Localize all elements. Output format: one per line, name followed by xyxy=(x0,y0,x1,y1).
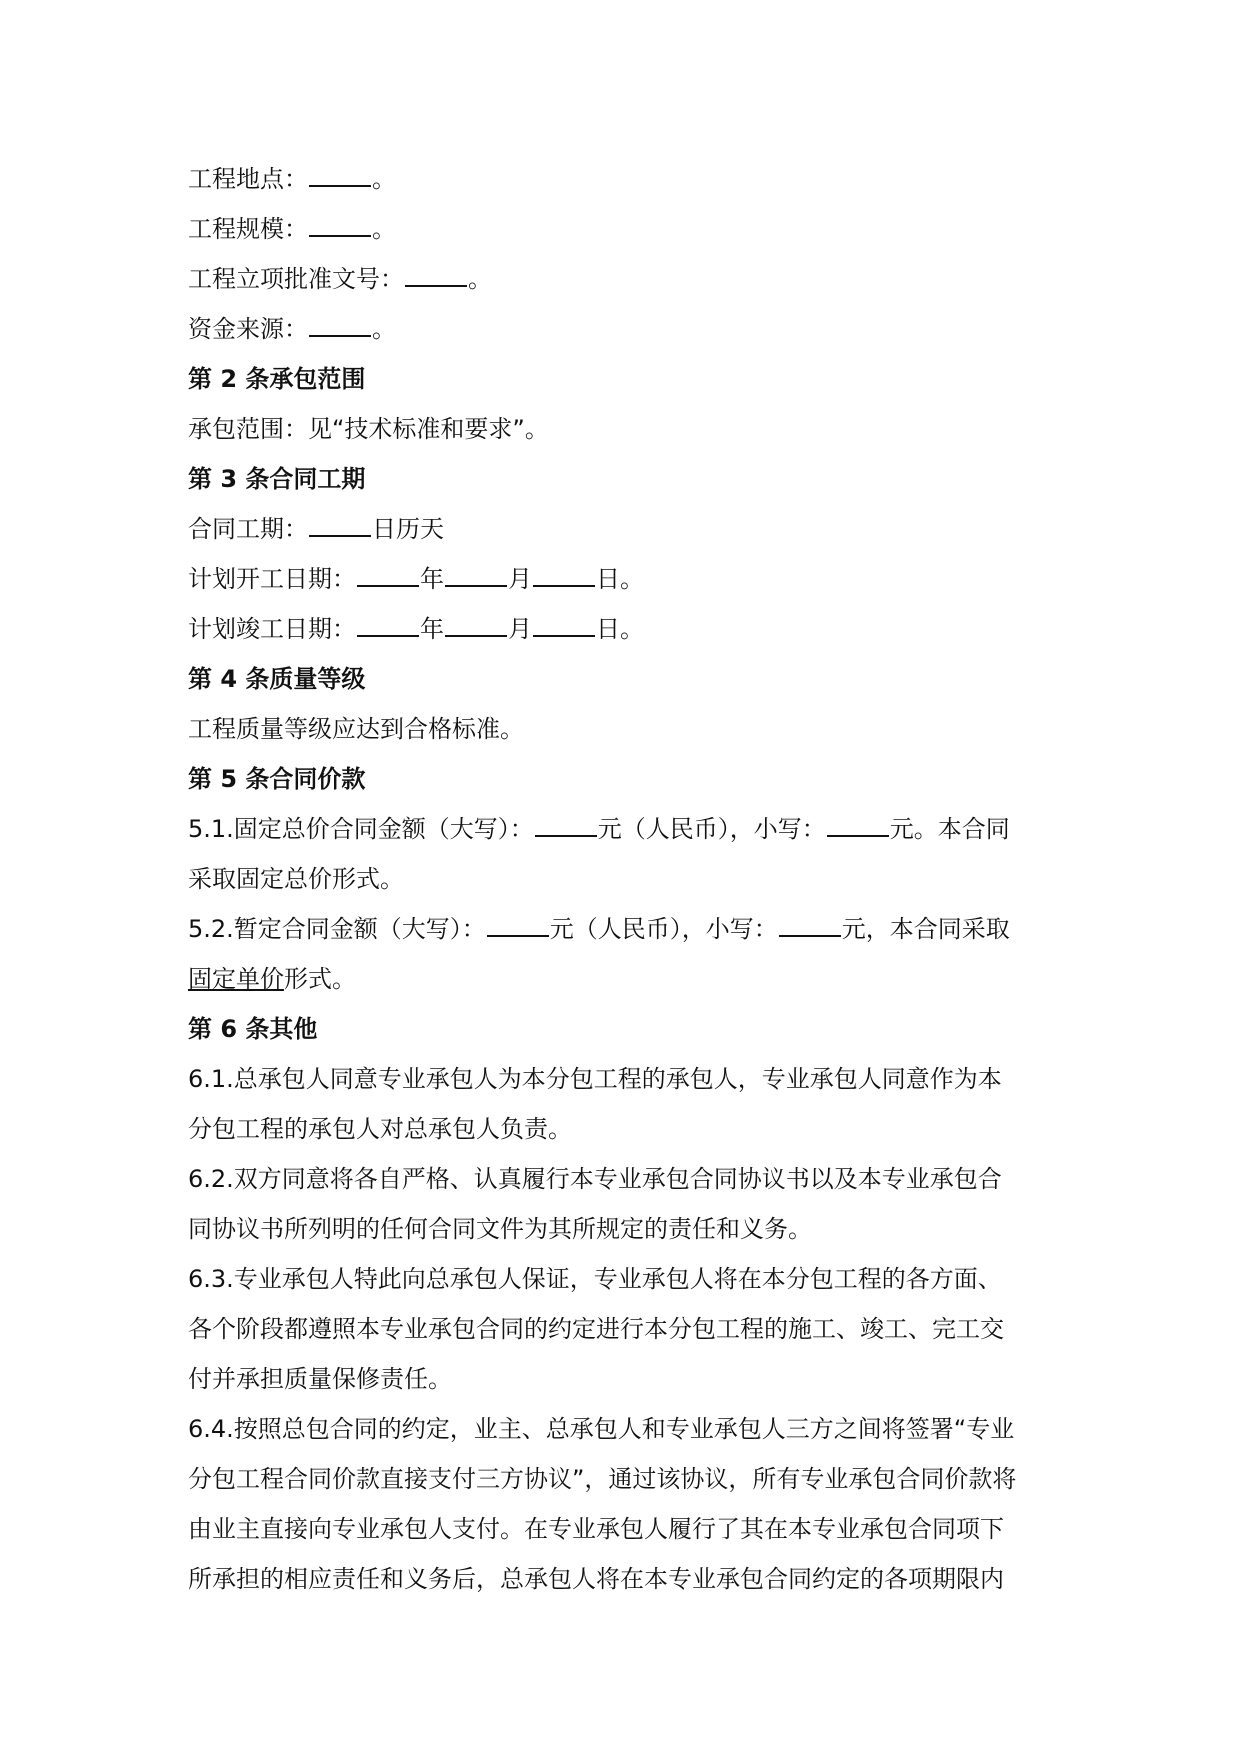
clause-5-2-line-2 xyxy=(188,954,1058,1004)
article-6-line: 6.4.按照总包合同的约定，业主、总承包人和专业承包人三方之间将签署“专业 xyxy=(188,1415,1015,1443)
period-mark: 。 xyxy=(372,315,396,343)
clause-5-2-part-b: 元（人民币），小写： xyxy=(549,915,778,943)
clause-5-1-part-c: 元。本合同 xyxy=(889,815,1010,843)
article-6-heading: 第 6 条其他 xyxy=(188,1015,318,1043)
article-6-line: 6.3.专业承包人特此向总承包人保证，专业承包人将在本分包工程的各方面、 xyxy=(188,1265,1002,1293)
start-label: 计划开工日期： xyxy=(188,565,356,593)
article-6-line: 各个阶段都遵照本专业承包合同的约定进行本分包工程的施工、竣工、完工交 xyxy=(188,1315,1004,1343)
amount-figure-blank xyxy=(779,934,841,937)
clause-5-2-part-c: 元，本合同采取 xyxy=(841,915,1010,943)
duration-unit: 日历天 xyxy=(372,515,444,543)
planned-finish-line xyxy=(188,604,1058,654)
year-text: 年 xyxy=(420,615,444,643)
day-text: 日。 xyxy=(596,615,644,643)
article-2-heading: 第 2 条承包范围 xyxy=(188,365,366,393)
fixed-unit-price-term: 固定单价 xyxy=(188,965,284,993)
article-4-text: 工程质量等级应达到合格标准。 xyxy=(188,715,524,743)
article-6-line: 6.2.双方同意将各自严格、认真履行本专业承包合同协议书以及本专业承包合 xyxy=(188,1165,1002,1193)
duration-label: 合同工期： xyxy=(188,515,308,543)
project-approval-blank xyxy=(405,284,467,287)
project-location-label: 工程地点： xyxy=(188,165,308,193)
article-6-line: 分包工程合同价款直接支付三方协议”，通过该协议，所有专业承包合同价款将 xyxy=(188,1465,1017,1493)
clause-5-1-line-1 xyxy=(188,804,1058,854)
period-mark: 。 xyxy=(468,265,492,293)
project-scale-line xyxy=(188,204,1058,254)
start-month-blank xyxy=(445,584,507,587)
planned-start-line xyxy=(188,554,1058,604)
project-funding-label: 资金来源： xyxy=(188,315,308,343)
project-location-blank xyxy=(309,184,371,187)
finish-year-blank xyxy=(357,634,419,637)
clause-5-1-line-2: 采取固定总价形式。 xyxy=(188,865,404,893)
article-6-line: 付并承担质量保修责任。 xyxy=(188,1365,452,1393)
article-6-line: 同协议书所列明的任何合同文件为其所规定的责任和义务。 xyxy=(188,1215,812,1243)
project-location-line xyxy=(188,154,1058,204)
article-6-line: 6.1.总承包人同意专业承包人为本分包工程的承包人，专业承包人同意作为本 xyxy=(188,1065,1002,1093)
article-5-heading: 第 5 条合同价款 xyxy=(188,765,366,793)
start-day-blank xyxy=(533,584,595,587)
clause-5-2-part-a: 5.2.暂定合同金额（大写）： xyxy=(188,915,486,943)
month-text: 月 xyxy=(508,565,532,593)
project-scale-blank xyxy=(309,234,371,237)
period-mark: 。 xyxy=(372,165,396,193)
clause-5-2-line-1 xyxy=(188,904,1058,954)
year-text: 年 xyxy=(420,565,444,593)
article-6-line: 所承担的相应责任和义务后，总承包人将在本专业承包合同约定的各项期限内 xyxy=(188,1565,1004,1593)
amount-words-blank xyxy=(535,834,597,837)
finish-label: 计划竣工日期： xyxy=(188,615,356,643)
start-year-blank xyxy=(357,584,419,587)
article-3-heading: 第 3 条合同工期 xyxy=(188,465,366,493)
project-approval-line xyxy=(188,254,1058,304)
duration-blank xyxy=(309,534,371,537)
project-funding-blank xyxy=(309,334,371,337)
project-scale-label: 工程规模： xyxy=(188,215,308,243)
finish-month-blank xyxy=(445,634,507,637)
day-text: 日。 xyxy=(596,565,644,593)
article-4-heading: 第 4 条质量等级 xyxy=(188,665,366,693)
period-mark: 。 xyxy=(372,215,396,243)
contract-duration-line xyxy=(188,504,1058,554)
project-funding-line xyxy=(188,304,1058,354)
article-6-line: 分包工程的承包人对总承包人负责。 xyxy=(188,1115,572,1143)
month-text: 月 xyxy=(508,615,532,643)
finish-day-blank xyxy=(533,634,595,637)
article-6-line: 由业主直接向专业承包人支付。在专业承包人履行了其在本专业承包合同项下 xyxy=(188,1515,1004,1543)
clause-5-2-line-2-rest: 形式。 xyxy=(284,965,356,993)
document-page xyxy=(188,154,1058,1604)
amount-words-blank xyxy=(487,934,549,937)
clause-5-1-part-b: 元（人民币），小写： xyxy=(597,815,826,843)
clause-5-1-part-a: 5.1.固定总价合同金额（大写）： xyxy=(188,815,534,843)
article-2-text: 承包范围：见“技术标准和要求”。 xyxy=(188,415,549,443)
amount-figure-blank xyxy=(827,834,889,837)
project-approval-label: 工程立项批准文号： xyxy=(188,265,404,293)
